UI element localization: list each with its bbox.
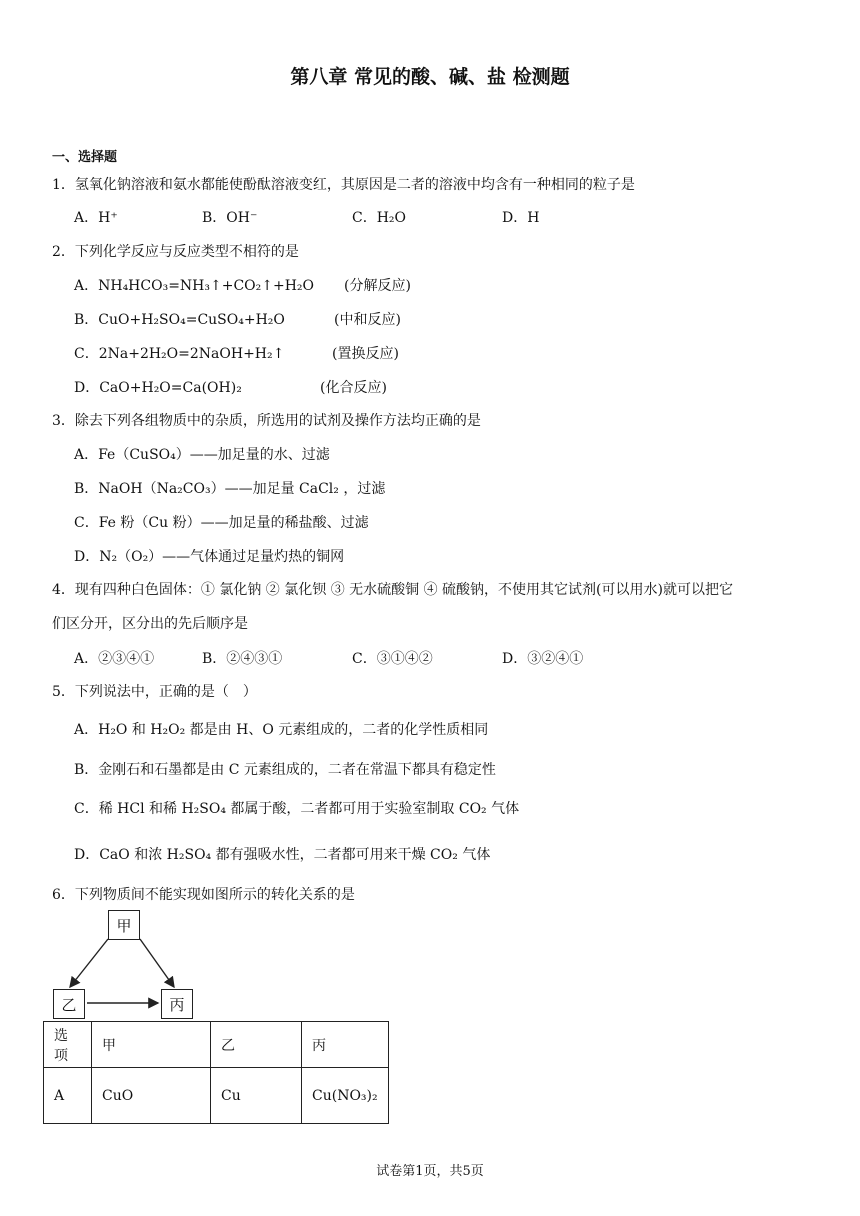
- q4-option-d: D．③②④①: [502, 651, 584, 667]
- table-header-cell: 选项: [44, 1022, 92, 1068]
- question-2-stem: 2．下列化学反应与反应类型不相符的是: [52, 244, 299, 260]
- question-3-stem: 3．除去下列各组物质中的杂质，所选用的试剂及操作方法均正确的是: [52, 413, 481, 429]
- arrow-jia-to-yi: [70, 939, 108, 987]
- q5-option-b: B．金刚石和石墨都是由 C 元素组成的，二者在常温下都具有稳定性: [74, 762, 496, 778]
- q1-option-a: A．H⁺: [74, 210, 118, 226]
- q1-option-c: C．H₂O: [352, 210, 407, 226]
- question-6-stem: 6．下列物质间不能实现如图所示的转化关系的是: [52, 887, 355, 903]
- q1-option-d: D．H: [502, 210, 540, 226]
- q2-option-d-type: (化合反应): [320, 380, 387, 396]
- q2-option-d: D．CaO+H₂O=Ca(OH)₂: [74, 380, 242, 396]
- q5-option-a: A．H₂O 和 H₂O₂ 都是由 H、O 元素组成的，二者的化学性质相同: [74, 722, 489, 738]
- q5-option-c: C．稀 HCl 和稀 H₂SO₄ 都属于酸，二者都可用于实验室制取 CO₂ 气体: [74, 801, 520, 817]
- node-yi: 乙: [53, 989, 85, 1019]
- question-4-stem-line1: 4．现有四种白色固体：① 氯化钠 ② 氯化钡 ③ 无水硫酸铜 ④ 硫酸钠，不使用其它试剂(可以用水)就可以把它: [52, 582, 733, 598]
- table-row: [44, 1068, 389, 1124]
- q1-option-b: B．OH⁻: [202, 210, 258, 226]
- q2-option-a: A．NH₄HCO₃=NH₃↑+CO₂↑+H₂O: [74, 278, 315, 294]
- q2-option-c-type: (置换反应): [332, 346, 399, 362]
- q3-option-d: D．N₂（O₂）——气体通过足量灼热的铜网: [74, 549, 345, 565]
- node-jia: 甲: [108, 910, 140, 940]
- page-title: 第八章 常见的酸、碱、盐 检测题: [290, 66, 570, 88]
- page-footer: 试卷第1页，共5页: [376, 1164, 484, 1179]
- question-1-stem: 1．氢氧化钠溶液和氨水都能使酚酞溶液变红，其原因是二者的溶液中均含有一种相同的粒子是: [52, 177, 635, 193]
- table-header-row: [44, 1022, 389, 1068]
- q4-option-a: A．②③④①: [74, 651, 155, 667]
- q2-option-a-type: (分解反应): [344, 278, 411, 294]
- node-bing: 丙: [161, 989, 193, 1019]
- table-cell: Cu: [211, 1068, 302, 1124]
- table-cell: Cu(NO₃)₂: [302, 1068, 389, 1124]
- table-header-cell: 丙: [302, 1022, 389, 1068]
- q4-option-c: C．③①④②: [352, 651, 433, 667]
- section-heading: 一、选择题: [52, 150, 118, 165]
- table-header-cell: 乙: [211, 1022, 302, 1068]
- q2-option-c: C．2Na+2H₂O=2NaOH+H₂↑: [74, 346, 285, 362]
- arrow-jia-to-bing: [140, 939, 174, 987]
- table-cell: CuO: [92, 1068, 211, 1124]
- q4-option-b: B．②④③①: [202, 651, 283, 667]
- table-cell: A: [44, 1068, 92, 1124]
- q3-option-c: C．Fe 粉（Cu 粉）——加足量的稀盐酸、过滤: [74, 515, 369, 531]
- q3-option-a: A．Fe（CuSO₄）——加足量的水、过滤: [74, 447, 330, 463]
- question-4-stem-line2: 们区分开，区分出的先后顺序是: [52, 616, 248, 632]
- q2-option-b: B．CuO+H₂SO₄=CuSO₄+H₂O: [74, 312, 285, 328]
- q2-option-b-type: (中和反应): [334, 312, 401, 328]
- q3-option-b: B．NaOH（Na₂CO₃）——加足量 CaCl₂ ，过滤: [74, 481, 386, 497]
- table-header-cell: 甲: [92, 1022, 211, 1068]
- question-5-stem: 5．下列说法中，正确的是（ ）: [52, 684, 257, 700]
- options-table: [43, 1021, 389, 1124]
- q5-option-d: D．CaO 和浓 H₂SO₄ 都有强吸水性，二者都可用来干燥 CO₂ 气体: [74, 847, 491, 863]
